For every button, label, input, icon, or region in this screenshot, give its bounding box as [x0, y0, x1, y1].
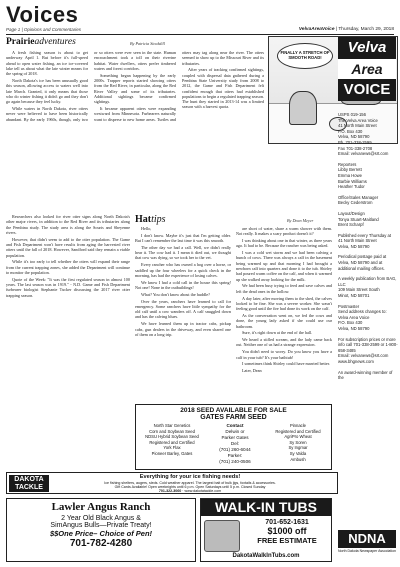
seed-ad-contact — [206, 423, 264, 465]
logo-area: Area — [338, 59, 396, 79]
lawler-line: 2 Year Old Black Angus & — [61, 515, 141, 522]
contact-name: Parker Gates — [221, 435, 249, 440]
paragraph: We had been busy trying to feed and save calves and left the dead ones in the hollow. — [236, 283, 332, 294]
paragraph: Sure, it's right down at the end of the hall. — [242, 330, 313, 336]
paragraph: We know I had a cold call in the house this spring! Not one! None in the outbuildings! — [135, 279, 231, 290]
walkin-offer: $1000 off — [267, 526, 307, 536]
ad-line: Ice fishing shelters, augers, sleds. Cold weather apparel. — [104, 480, 195, 485]
info-block: Published every Thursday at 41 North Main Street Velva, ND 58790 — [338, 232, 391, 249]
walkin-estimate: FREE ESTIMATE — [257, 536, 317, 545]
walk-in-tubs-ad — [200, 498, 332, 562]
hattips-byline: By Dean Meyer — [287, 218, 314, 223]
info-block: Postmaster Send address changes to: Velva Area Voice P.O. Box 430 Velva, ND 58790 — [338, 303, 387, 331]
dakota-tackle-ad — [6, 472, 338, 494]
lawler-line: SimAngus Bulls—Private Treaty! — [50, 522, 152, 529]
seed-ad-left — [140, 423, 204, 457]
info-block: Layout/Design Tonya Stuart-Maitland Brent Scharpf — [338, 210, 379, 228]
ad-item: Pinnacle — [289, 423, 307, 428]
paragraph: We heard a stifled scream, and the lady came back out. Neither one of us had a strange expression. — [236, 337, 332, 348]
ad-item: York Flax — [163, 445, 181, 451]
cartoon-caption: FINALLY A STRETCH OF SMOOTH ROAD! — [277, 43, 333, 69]
paragraph: Later, Dean — [242, 368, 262, 374]
info-block: An award-winning member of the — [338, 369, 393, 381]
info-block: USPS 019-156 The Velva Area Voice 41 North Main Street P.O. Box 430 Velva, ND 58790 Ph. 701-338-2599 Fax 701-338-2708 Email: velvanews@srt.com — [338, 112, 389, 157]
info-block: Periodical postage paid at Velva, ND 58790 and at additional mailing offices. — [338, 254, 387, 271]
ad-website: www.dakotatackle.com — [184, 488, 222, 493]
ad-item: Sy Ingmar — [288, 445, 308, 451]
paragraph: A day later, after moving them to the shed, the calves looked to be fine. She was a severe worker. She wasn't feeling good until the fire had done its work on the calf. — [236, 295, 332, 312]
paragraph: Something began happening by the early 2000s. Trapper reports started showing otters from the Red River, in particular, along the Red River Valley and some of its tributaries. Additional sightings became confirmed sightings. — [94, 72, 176, 105]
ad-item: Sy Soren — [289, 439, 307, 445]
dakota-tackle-tagline: Everything for your ice fishing needs! — [139, 474, 241, 480]
prairie-text-continued — [6, 214, 130, 402]
info-block: Reporters Libby Berrett Emma Howe Barbie Williams Heather Tudor — [338, 161, 367, 190]
page-subhead: Page 1 | Opinions and Commentaries — [6, 27, 81, 32]
lawler-offer: $$One Price– Choice of Pen! — [49, 529, 153, 538]
prairie-article — [6, 50, 264, 212]
info-block: For subscription prices or more info call 701-338-2599 or 1-800-658-3485 Email: velvanews@srt.com www.bhgnews.com — [338, 336, 398, 364]
ad-item: AgriPro Wheat — [284, 434, 312, 440]
paragraph: I sometimes think Shirley could have married better. — [242, 361, 330, 367]
contact-phone: (701) 260-6044 — [219, 447, 251, 452]
seed-ad — [135, 404, 332, 470]
seed-ad-title: 2018 SEED AVAILABLE FOR SALE — [180, 407, 287, 414]
ad-item: Corn and Soybean Seed — [149, 428, 195, 434]
paragraph: I don't know. Maybe it's just that I'm getting older. But I can't remember the last time it was this smooth. — [135, 232, 231, 244]
ad-line: The largest bait of bulk jigs, foxtails & accessories. — [195, 480, 276, 485]
contact-name: Delwin or — [225, 429, 245, 434]
brand-name: VelvaAreaVoice — [298, 27, 335, 32]
seed-ad-right — [266, 423, 330, 462]
paragraph: A fresh fishing season is about to get underway April 1. But before it's full-speed ahead to open water fishing, an ice ice-covered lake tell us about what the late winter means for the spring of 2018. — [6, 50, 88, 77]
issue-date: | Thursday, March 29, 2018 — [334, 27, 394, 32]
paragraph: You didn't need to worry. Do you know you have a calf in your tub? It's your bathtub! — [236, 349, 332, 360]
paragraph: We have learned them up in tractor cabs, pickup cabs, gun dealers in the driveway, and even shared one of them on a long trip. — [135, 321, 231, 337]
seed-ad-subtitle: GATES FARM SEED — [200, 414, 267, 421]
paragraph: I was thinking about one in that winter, as three years ago. It had to be. Because the rancher was being asked. — [236, 238, 332, 249]
paragraph: While it's too early to tell whether the otters will expand their range from the current trapping zones, she added the Department will continue to monitor the population. — [6, 259, 130, 275]
paragraph: After years of tracking confirmed sightings, coupled with dispersal data gathered during a Pembina State University study from 2008 to 2012, the Game and Fish Department felt confident enough that otters had established populations to begin a regulated trapping season. The hunt they started in 2013-14 was a limited season with a harvest quota. — [182, 67, 264, 110]
ndna-name: North Dakota Newspaper Association — [338, 549, 396, 553]
newspaper-logo — [338, 37, 396, 107]
ad-item: Pioneer Barley, Gates — [151, 450, 193, 456]
section-title: Voices — [6, 2, 79, 27]
contact-label: Del: — [230, 441, 240, 446]
paragraph: Over the years, ranchers have learned to call for emergency. Some ranchers have little sympathy for the old calf until a cow wanders off. A calf snuggled down and has the calving blues. — [135, 298, 231, 320]
ad-item: Sy Valda — [289, 450, 307, 456]
prairie-byline: By Patricia Stockdill — [130, 41, 165, 46]
logo-voice: VOICE — [338, 79, 396, 101]
paragraph: As the conversation went on, we fed the cows and done, the young lady asked if she could use our bathroom. — [236, 312, 332, 329]
walkin-title: WALK-IN TUBS — [201, 499, 331, 516]
dateline — [299, 27, 394, 32]
lawler-angus-ad — [6, 498, 196, 562]
walkin-phone: 701-652-1631 — [265, 519, 309, 526]
contact-label: Parker: — [227, 453, 243, 458]
paragraph: While waters in North Dakota, river otters never were believed to have been historically abundant. By the early 1960s, though, only two or so otters were ever seen in the state. Human encroachment took a toll on their riverine habitat. Water dwellers, otters prefer timbered waters and forest corridors. — [6, 50, 176, 122]
header-rule — [6, 34, 394, 35]
ad-line: Gift Cards Available! Open weeknights until 6 p.m. — [114, 484, 195, 489]
ad-phone: 701-322-3060 — [158, 488, 182, 493]
paragraph: are short of water, share a warm shower with them. Not really. It makes a scary product doesn't it? — [236, 226, 332, 237]
publication-info — [338, 112, 398, 386]
prairie-title — [6, 37, 76, 47]
paragraph: The other day we had a call. Well, we didn't really hear it. The cow had it. I mean it died out, we thought that cow was dying, so we took her to the vet. — [135, 244, 231, 261]
prairie-continuation — [6, 214, 130, 402]
ad-item: Ambush — [290, 456, 306, 462]
ndna-mark: NDNA — [338, 530, 396, 548]
lawler-phone: 701-782-4280 — [69, 538, 133, 549]
title-italic: adventures — [34, 37, 76, 47]
title-bold: Prairie — [6, 37, 35, 47]
info-block: A weekly publication from BAG, LLC 109 Main Street South Minot, ND 58701 — [338, 276, 397, 299]
walkin-website: DakotaWalkInTubs.com — [232, 553, 300, 559]
info-block: Office/Sales Manager Becky Cederstrom — [338, 194, 379, 206]
bathtub-icon — [204, 520, 240, 552]
paragraph: Researchers also looked for river otter signs along North Dakota's other major rivers, in addition to the Red River and its tributaries along the Pembina study. The study area is along the Souris and Sheyenne rivers. — [6, 214, 130, 235]
paragraph: It became apparent otters were expanding westward from Minnesota. Furbearers naturally want to disperse to new home areas. Turtles and otters may tag along near the river. The otters seemed to show up to the Missouri River and its tributaries. — [94, 50, 264, 122]
paragraph: However, that didn't seem to add to the otter population. The Game and Fish Department won't have results from aging the harvested river otters until the fall of 2018. However, Sandford said they remain a viable population. — [6, 236, 130, 258]
contact-title: Contact — [226, 423, 244, 428]
hattips-title — [135, 214, 166, 225]
ad-item: North Star Genetics — [153, 423, 191, 428]
prairie-text — [6, 50, 264, 122]
lawler-title: Lawler Angus Ranch — [51, 501, 151, 513]
ad-item: NDSU Hybrid Soybean Seed — [145, 434, 199, 440]
ad-item: Registered and Certified — [275, 428, 321, 434]
paragraph: Hello, — [141, 226, 152, 231]
ad-item: Registered and Certified — [149, 439, 195, 445]
hattips-column-2 — [236, 226, 332, 400]
dakota-tackle-details: Ice fishing shelters, augers, sleds. Cold weather apparel. The largest bait of bulk jigs, foxtails & accessories. Gift Cards Available! Open weeknights until 6 p.m. Open Saturdays until 5 p.m. Closed Sunday 701-322-3060 · www.dakotatackle.com — [104, 480, 276, 493]
hattips-column-1 — [135, 226, 231, 400]
title-bold: Hat — [135, 214, 152, 225]
paragraph: Quote of the Week: "It was the first regulated season in almost 100 years. The last season was in 1919." - N.D. Game and Fish Department furbearer biologist Stephanie Tucker discussing the 2017 river otter trapping season. — [6, 276, 130, 298]
contact-phone: (701) 240-0506 — [219, 459, 251, 464]
paragraph: I was a cold wet storm and we had been calving a bunch of cows. There was always a calf in the basement being warmed up and that morning I had brought a newborn calf into quarters and done it to the tub. Shirley had poured warm coffee on the calf, and when it warmed up she walked away looking for the milk. — [236, 250, 332, 282]
dakota-tackle-title: DAKOTA TACKLE — [9, 475, 49, 492]
ad-line: Open Saturdays until 5 p.m. Closed Sunday — [195, 484, 266, 489]
ndna-logo — [338, 530, 396, 560]
logo-velva: Velva — [338, 37, 396, 59]
cartoon-figure — [289, 91, 317, 125]
paragraph: Every rancher who has owned a hog over a horse, or saddled up the four wheelers for a quick check in the morning, has had the experience of losing calves. — [135, 262, 231, 278]
paragraph: North Dakota's ice has been unusually good this season, allowing access to waters well into late March. Granted, it only means that those who do winter fishing it didn't go and they don't go again because they feel lucky. — [6, 77, 88, 105]
paragraph: What? You don't know about the huddle? — [141, 291, 211, 297]
title-italic: tips — [151, 214, 166, 225]
